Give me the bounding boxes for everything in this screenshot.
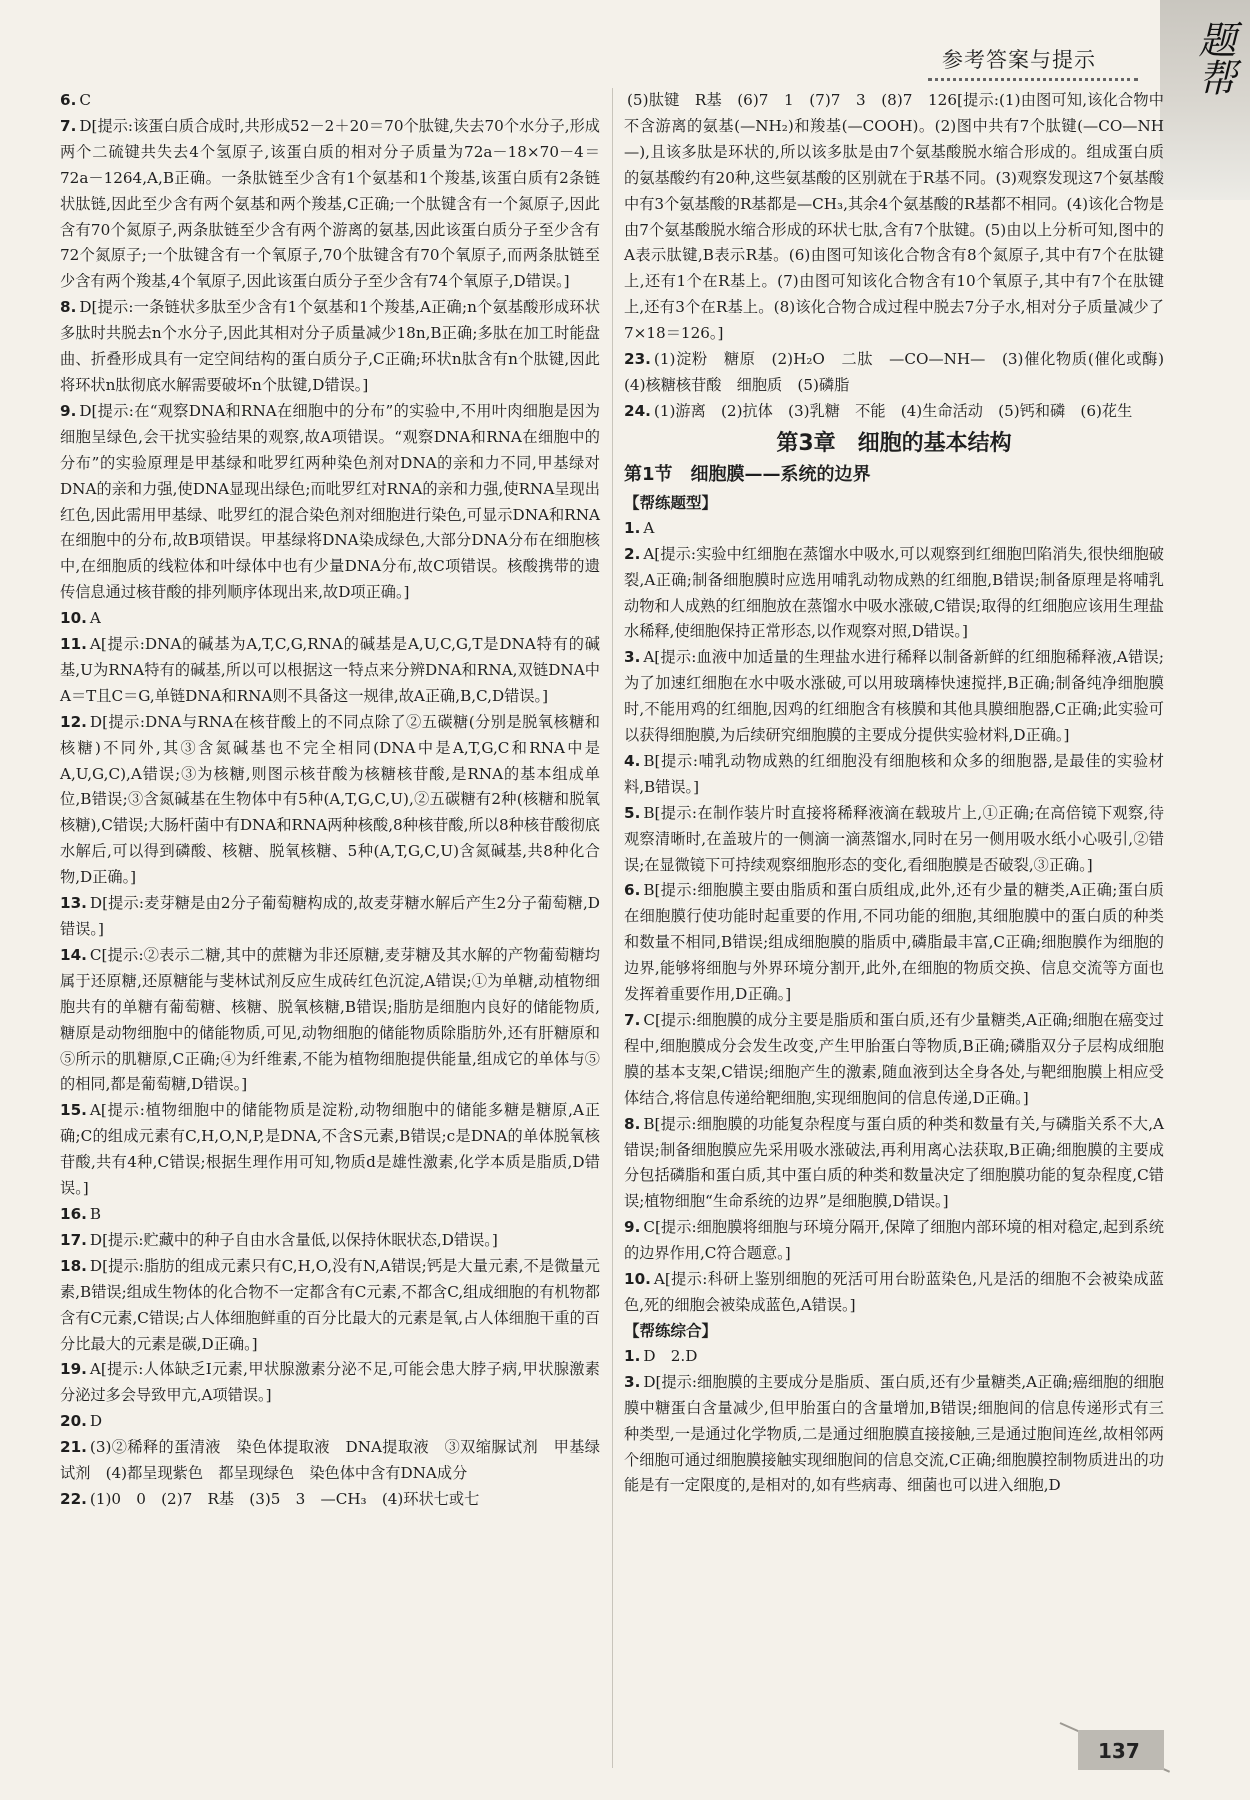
answer-number: 18. [60, 1256, 87, 1275]
answer-text: B[提示:在制作装片时直接将稀释液滴在载玻片上,①正确;在高倍镜下观察,待观察清晰时,在盖玻片的一侧滴一滴蒸馏水,同时在另一侧用吸水纸小心吸引,②错误;在显微镜下可持续观察细胞形态的变化,看细胞膜是否破裂,③正确。] [624, 803, 1164, 874]
answer-item [60, 632, 600, 710]
answer-text: C [79, 91, 91, 109]
answer-text: B[提示:细胞膜的功能复杂程度与蛋白质的种类和数量有关,与磷脂关系不大,A错误;制备细胞膜应先采用吸水涨破法,再利用离心法获取,B正确;细胞膜的主要成分包括磷脂和蛋白质,其中蛋白质的种类和数量决定了细胞膜功能的复杂程度,C错误;植物细胞“生命系统的边界”是细胞膜,D错误。] [624, 1114, 1164, 1211]
section-title: 第1节 细胞膜——系统的边界 [624, 463, 871, 485]
answer-number: 7. [60, 116, 77, 135]
answer-item [60, 1228, 600, 1254]
answer-number: 1. [624, 1346, 641, 1365]
answer-text: A [89, 609, 101, 628]
answer-text: A[提示:实验中红细胞在蒸馏水中吸水,可以观察到红细胞凹陷消失,很快细胞破裂,A正确;制备细胞膜时应选用哺乳动物成熟的红细胞,B错误;制备原理是将哺乳动物和人成熟的红细胞放在蒸馏水中吸水涨破,C错误;取得的红细胞应该用生理盐水稀释,使细胞保持正常形态,以作观察对照,D错误。] [624, 544, 1164, 641]
answer-text: D[提示:麦芽糖是由2分子葡萄糖构成的,故麦芽糖水解后产生2分子葡萄糖,D错误。] [60, 894, 600, 938]
answer-number: 11. [60, 635, 87, 654]
answer-item [624, 878, 1164, 1008]
answer-item [624, 347, 1180, 399]
answer-text: C[提示:细胞膜的成分主要是脂质和蛋白质,还有少量糖类,A正确;细胞在癌变过程中,细胞膜成分会发生改变,产生甲胎蛋白等物质,B正确;磷脂双分子层构成细胞膜的基本支架,C错误;细胞产生的激素,随血液到达全身各处,与靶细胞膜上相应受体结合,将信息传递给靶细胞,实现细胞间的信息传递,D正确。] [624, 1011, 1164, 1107]
answer-text: (1)0 0 (2)7 R基 (3)5 3 —CH₃ (4)环状七或七 [89, 1489, 480, 1508]
answer-number: 10. [60, 609, 87, 628]
answer-item [624, 1008, 1164, 1112]
answers-comprehensive [624, 1344, 1164, 1499]
answer-item [624, 1215, 1164, 1267]
answer-number: 22. [60, 1489, 87, 1508]
answer-text: D[提示:贮藏中的种子自由水含量低,以保持休眠状态,D错误。] [89, 1230, 498, 1249]
answer-text: C[提示:②表示二糖,其中的蔗糖为非还原糖,麦芽糖及其水解的产物葡萄糖均属于还原糖,还原糖能与斐林试剂反应生成砖红色沉淀,A错误;①为单糖,动植物细胞共有的单糖有葡萄糖、核糖、脱氧核糖,B错误;脂肪是细胞内良好的储能物质,糖原是动物细胞中的储能物质,可见,动物细胞的储能物质除脂肪外,还有肝糖原和⑤所示的肌糖原,C正确;④为纤维素,不能为植物细胞提供能量,组成它的单体与⑤的相同,都是葡萄糖,D错误。] [60, 945, 600, 1094]
header-title: 参考答案与提示 [942, 48, 1096, 72]
answer-number: 1. [624, 518, 641, 537]
page-number: 137 [1098, 1739, 1140, 1763]
answer-text: A[提示:科研上鉴别细胞的死活可用台盼蓝染色,凡是活的细胞不会被染成蓝色,死的细胞会被染成蓝色,A错误。] [624, 1270, 1164, 1314]
answer-number: 15. [60, 1101, 87, 1120]
answer-item [624, 1344, 1164, 1370]
answer-text: B[提示:细胞膜主要由脂质和蛋白质组成,此外,还有少量的糖类,A正确;蛋白质在细胞膜行使功能时起重要的作用,不同功能的细胞,其细胞膜中的蛋白质的种类和数量不相同,B错误;组成细胞膜的脂质中,磷脂最丰富,C正确;细胞膜作为细胞的边界,能够将细胞与外界环境分割开,此外,在细胞的物质交换、信息交流等方面也发挥着重要作用,D正确。] [624, 881, 1164, 1004]
answer-number: 19. [60, 1360, 87, 1379]
answer-item [60, 88, 600, 114]
answer-item [60, 1487, 600, 1513]
answer-text: C[提示:细胞膜将细胞与环境分隔开,保障了细胞内部环境的相对稳定,起到系统的边界作用,C符合题意。] [624, 1218, 1164, 1263]
answer-item [624, 542, 1164, 646]
answer-text: A[提示:人体缺乏I元素,甲状腺激素分泌不足,可能会患大脖子病,甲状腺激素分泌过多会导致甲亢,A项错误。] [60, 1360, 600, 1405]
answer-number: 10. [624, 1270, 651, 1289]
answer-item [60, 1098, 600, 1202]
answer-item [624, 516, 1164, 542]
left-column [60, 88, 600, 1513]
answer-number: 12. [60, 712, 87, 731]
answer-text: D[提示:细胞膜的主要成分是脂质、蛋白质,还有少量糖类,A正确;癌细胞的细胞膜中糖蛋白含量减少,但甲胎蛋白的含量增加,B错误;细胞间的信息传递形式有三种类型,一是通过化学物质,二是通过细胞膜直接接触,三是通过胞间连丝,故相邻两个细胞可通过细胞膜接触实现细胞间的信息交流,C正确;细胞膜控制物质进出的功能是有一定限度的,是相对的,如有些病毒、细菌也可以进入细胞,D [624, 1372, 1164, 1495]
answer-text: (1)游离 (2)抗体 (3)乳糖 不能 (4)生命活动 (5)钙和磷 (6)花生 [653, 401, 1133, 420]
answer-number: 8. [60, 298, 77, 317]
answer-text: D[提示:该蛋白质合成时,共形成52－2＋20＝70个肽键,失去70个水分子,形成两个二硫键共失去4个氢原子,该蛋白质的相对分子质量为72a－18×70－4＝72a－1264,A,B正确。一条肽链至少含有1个氨基和1个羧基,该蛋白质有2条链状肽链,因此至少含有两个氨基和两个羧基,C正确;一个肽键含有一个氮原子,因此含有70个氮原子,两条肽链至少含有两个游离的氨基,因此该蛋白质分子至少含有72个氮原子;一个肽键含有一个氧原子,70个肽键含有70个氧原子,而两条肽链至少含有两个羧基,4个氧原子,因此该蛋白质分子至少含有74个氧原子,D错误。] [60, 116, 600, 291]
answer-item [60, 399, 600, 606]
answer-number: 21. [60, 1438, 87, 1457]
answer-text: (3)②稀释的蛋清液 染色体提取液 DNA提取液 ③双缩脲试剂 甲基绿试剂 (4)都呈现紫色 都呈现绿色 染色体中含有DNA成分 [60, 1438, 600, 1483]
answer-number: 23. [624, 350, 651, 369]
right-column [624, 88, 1180, 1499]
answers-chapter-2-end [624, 88, 1180, 425]
answer-number: 8. [624, 1114, 641, 1133]
answer-item [60, 295, 600, 399]
answer-text: D[提示:在“观察DNA和RNA在细胞中的分布”的实验中,不用叶肉细胞是因为细胞呈绿色,会干扰实验结果的观察,故A项错误。“观察DNA和RNA在细胞中的分布”的实验原理是甲基绿和吡罗红两种染色剂对DNA的亲和力不同,甲基绿对DNA的亲和力强,使DNA显现出绿色;而吡罗红对RNA的亲和力强,使RNA呈现出红色,因此需用甲基绿、吡罗红的混合染色剂对细胞进行染色,可显示DNA和RNA在细胞中的分布,故B项错误。甲基绿将DNA染成绿色,大部分DNA分布在细胞核中,在细胞质的线粒体和叶绿体中也有少量DNA分布,故C项错误。核酸携带的遗传信息通过核苷酸的排列顺序体现出来,故D项正确。] [60, 401, 600, 602]
answer-item [624, 1370, 1164, 1500]
answer-text: B[提示:哺乳动物成熟的红细胞没有细胞核和众多的细胞器,是最佳的实验材料,B错误。] [624, 751, 1164, 796]
answer-text: D [89, 1412, 103, 1431]
answer-number: 13. [60, 894, 87, 913]
answer-text: (1)淀粉 糖原 (2)H₂O 二肽 —CO—NH— (3)催化物质(催化或酶) (4)核糖核苷酸 细胞质 (5)磷脂 [624, 350, 1180, 394]
answer-text: D 2.D [643, 1346, 698, 1365]
answer-number: 3. [624, 1372, 641, 1391]
answer-text: (5)肽键 R基 (6)7 1 (7)7 3 (8)7 126[提示:(1)由图可知,该化合物中不含游离的氨基(—NH₂)和羧基(—COOH)。(2)图中共有7个肽键(—CO—NH—),且该多肽是环状的,所以该多肽是由7个氨基酸脱水缩合形成的。组成蛋白质的氨基酸约有20种,这些氨基酸的区别就在于R基不同。(3)观察发现这7个氨基酸中有3个氨基酸的R基都是—CH₃,其余4个氨基酸的R基都不相同。(4)该化合物是由7个氨基酸脱水缩合形成的环状七肽,含有7个肽键。(5)由以上分析可知,图中的A表示肽键,B表示R基。(6)由图可知该化合物含有8个氮原子,其中有7个在肽键上,还有1个在R基上。(7)由图可知该化合物含有10个氧原子,其中有7个在肽键上,还有3个在R基上。(8)该化合物合成过程中脱去7分子水,相对分子质量减少了7×18＝126。] [624, 91, 1164, 343]
answer-item [60, 1254, 600, 1358]
answer-number: 20. [60, 1412, 87, 1431]
answer-number: 9. [60, 401, 77, 420]
answer-number: 9. [624, 1218, 641, 1237]
answer-number: 4. [624, 751, 641, 770]
answer-item [60, 1357, 600, 1409]
answer-item [60, 1409, 600, 1435]
answer-number: 3. [624, 648, 641, 667]
answer-text: D[提示:脂肪的组成元素只有C,H,O,没有N,A错误;钙是大量元素,不是微量元素,B错误;组成生物体的化合物不一定都含有C元素,不都含C,组成细胞的有机物都含有C元素,C错误;占人体细胞鲜重的百分比最大的元素是氧,占人体细胞干重的百分比最大的元素是碳,D正确。] [60, 1256, 600, 1353]
answer-number: 6. [60, 91, 77, 109]
answer-text: A [643, 518, 655, 537]
answer-item [624, 645, 1164, 749]
answer-item [60, 606, 600, 632]
subhead-practice: 【帮练题型】 [624, 493, 718, 512]
subhead-comprehensive: 【帮练综合】 [624, 1321, 718, 1340]
answer-item [60, 710, 600, 891]
answer-item [624, 88, 1164, 347]
answer-text: D[提示:一条链状多肽至少含有1个氨基和1个羧基,A正确;n个氨基酸形成环状多肽时共脱去n个水分子,因此其相对分子质量减少18n,B正确;多肽在加工时能盘曲、折叠形成具有一定空间结构的蛋白质分子,C正确;环状n肽含有n个肽键,因此将环状n肽彻底水解需要破坏n个肽键,D错误。] [60, 298, 600, 394]
answer-number: 5. [624, 803, 641, 822]
answer-item [624, 399, 1164, 425]
answer-item [624, 749, 1164, 801]
answer-item [60, 891, 600, 943]
answer-item [60, 114, 600, 295]
answer-text: A[提示:植物细胞中的储能物质是淀粉,动物细胞中的储能多糖是糖原,A正确;C的组成元素有C,H,O,N,P,是DNA,不含S元素,B错误;c是DNA的单体脱氧核苷酸,共有4种,C错误;根据生理作用可知,物质d是雄性激素,化学本质是脂质,D错误。] [60, 1101, 600, 1198]
header-divider [928, 78, 1138, 81]
answer-item [624, 801, 1164, 879]
answer-item [60, 1435, 600, 1487]
brand-logo [1160, 0, 1250, 200]
answer-number: 6. [624, 881, 641, 900]
logo-text: 题帮 [1192, 20, 1236, 96]
answer-text: D[提示:DNA与RNA在核苷酸上的不同点除了②五碳糖(分别是脱氧核糖和核糖)不同外,其③含氮碱基也不完全相同(DNA中是A,T,G,C和RNA中是A,U,G,C),A错误;③为核糖,则图示核苷酸为核糖核苷酸,是RNA的基本组成单位,B错误;③含氮碱基在生物体中有5种(A,T,G,C,U),②五碳糖有2种(核糖和脱氧核糖),C错误;大肠杆菌中有DNA和RNA两种核酸,8种核苷酸,所以8种核苷酸彻底水解后,可以得到磷酸、核糖、脱氧核糖、5种(A,T,G,C,U)含氮碱基,共8种化合物,D正确。] [60, 712, 600, 887]
column-divider [612, 88, 613, 1768]
answer-item [60, 1202, 600, 1228]
answer-number: 14. [60, 945, 87, 964]
chapter-title: 第3章 细胞的基本结构 [776, 430, 1012, 456]
answer-item [60, 943, 600, 1098]
answer-text: A[提示:血液中加适量的生理盐水进行稀释以制备新鲜的红细胞稀释液,A错误;为了加速红细胞在水中吸水涨破,可以用玻璃棒快速搅拌,B正确;制备纯净细胞膜时,不能用鸡的红细胞,因鸡的红细胞含有核膜和其他具膜细胞器,C正确;此实验可以获得细胞膜,为后续研究细胞膜的主要成分提供实验材料,D正确。] [624, 648, 1164, 745]
answer-number: 2. [624, 544, 641, 563]
answer-number: 24. [624, 401, 651, 420]
answer-number: 7. [624, 1011, 641, 1029]
answer-text: B [89, 1204, 102, 1223]
answer-item [624, 1267, 1164, 1319]
answer-number: 16. [60, 1204, 87, 1223]
answer-item [624, 1112, 1164, 1216]
answers-practice [624, 516, 1164, 1319]
answer-number: 17. [60, 1230, 87, 1249]
answer-text: A[提示:DNA的碱基为A,T,C,G,RNA的碱基是A,U,C,G,T是DNA特有的碱基,U为RNA特有的碱基,所以可以根据这一特点来分辨DNA和RNA,双链DNA中A＝T且C＝G,单链DNA和RNA则不具备这一规律,故A正确,B,C,D错误。] [60, 635, 600, 705]
